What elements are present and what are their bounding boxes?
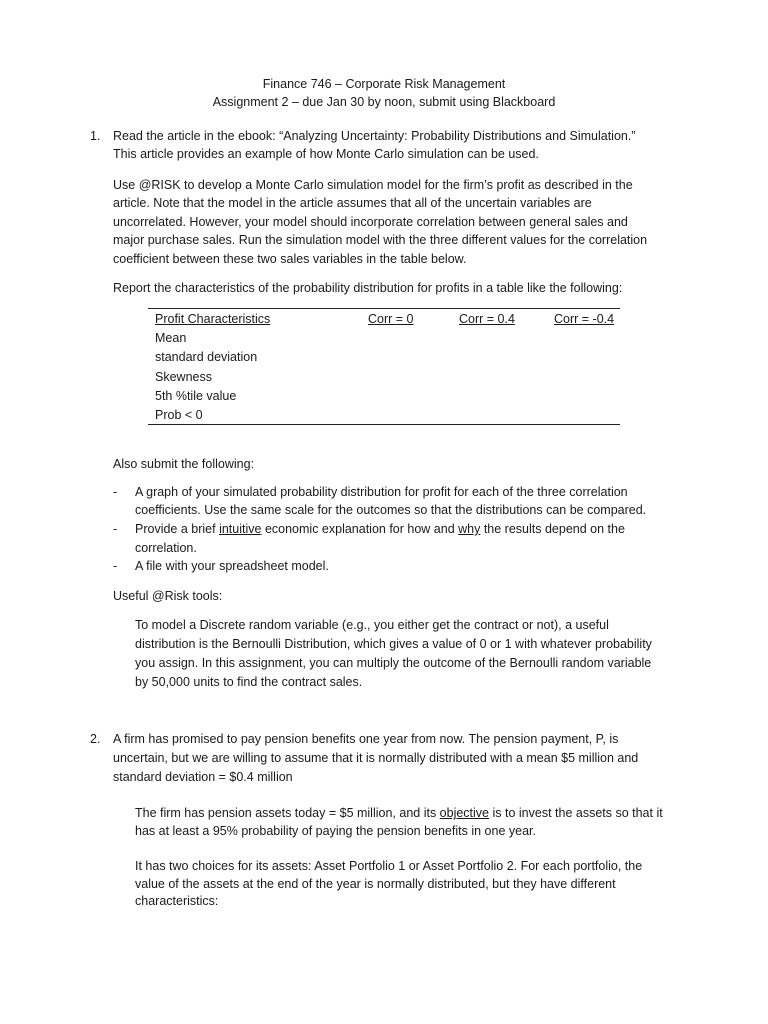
choices-paragraph-line: It has two choices for its assets: Asset Portfolio 1 or Asset Portfolio 2. For each portfolio, the [135,859,643,873]
table-row-label: 5th %tile value [155,389,237,403]
question-2-intro-line: standard deviation = $0.4 million [113,770,293,784]
question-1-paragraph-line: major purchase sales. Run the simulation model with the three different values for the correlation [113,233,648,247]
bullet-2-text: Provide a brief [135,522,220,536]
table-row-label: Mean [155,331,187,345]
report-instruction: Report the characteristics of the probability distribution for profits in a table like the following: [113,281,623,295]
table-row-label: Skewness [155,370,212,384]
question-2-intro-line: uncertain, but we are willing to assume that it is normally distributed with a mean $5 million and [113,751,639,765]
question-1-paragraph-line: article. Note that the model in the article assumes that all of the uncertain variables are [113,196,592,210]
table-row-label: Prob < 0 [155,408,203,422]
assets-text: is to invest the assets so that it [489,806,663,820]
table-bottom-rule [148,424,620,425]
bullet-1-line: coefficients. Use the same scale for the outcomes so that the distributions can be compared. [135,503,647,517]
tools-paragraph-line: To model a Discrete random variable (e.g., you either get the contract or not), a useful [135,618,609,632]
assets-paragraph-line [135,804,663,822]
bullet-marker: - [113,559,118,573]
question-1-intro-line: Read the article in the ebook: “Analyzing Uncertainty: Probability Distributions and Simulation.” [113,129,636,143]
choices-paragraph-line: characteristics: [135,894,219,908]
table-row-label: standard deviation [155,350,258,364]
objective-underlined: objective [439,806,490,820]
document-title: Finance 746 – Corporate Risk Management [262,77,506,91]
question-1-number: 1. [90,129,101,143]
useful-tools-heading: Useful @Risk tools: [113,589,223,603]
question-2-intro-line: A firm has promised to pay pension benefits one year from now. The pension payment, P, is [113,732,619,746]
why-underlined: why [458,522,481,536]
bullet-2-text: economic explanation for how and [261,522,459,536]
table-header-profit-characteristics: Profit Characteristics [155,312,271,326]
intuitive-underlined: intuitive [219,522,262,536]
table-header-corr-0-4: Corr = 0.4 [459,312,515,326]
bullet-1-line: A graph of your simulated probability distribution for profit for each of the three correlation [135,485,628,499]
tools-paragraph-line: by 50,000 units to find the contract sales. [135,675,363,689]
choices-paragraph-line: value of the assets at the end of the year is normally distributed, but they have different [135,877,616,891]
tools-paragraph-line: you assign. In this assignment, you can multiply the outcome of the Bernoulli random variable [135,656,652,670]
table-header-corr-0: Corr = 0 [368,312,414,326]
document-subtitle: Assignment 2 – due Jan 30 by noon, submit using Blackboard [212,95,556,109]
question-1-paragraph-line: Use @RISK to develop a Monte Carlo simulation model for the firm’s profit as described in the [113,178,633,192]
question-1-paragraph-line: uncorrelated. However, your model should incorporate correlation between general sales and [113,215,628,229]
question-1-intro-line: This article provides an example of how Monte Carlo simulation can be used. [113,147,539,161]
table-top-rule [148,308,620,309]
also-submit-heading: Also submit the following: [113,457,255,471]
question-2-number: 2. [90,732,101,746]
bullet-marker: - [113,485,118,499]
question-1-paragraph-line: coefficient between these two sales variables in the table below. [113,252,467,266]
bullet-marker: - [113,522,118,536]
tools-paragraph-line: distribution is the Bernoulli Distribution, which gives a value of 0 or 1 with whatever probability [135,637,652,651]
assets-text: The firm has pension assets today = $5 million, and its [135,806,440,820]
bullet-2-text: the results depend on the [480,522,625,536]
table-header-corr-neg-0-4: Corr = -0.4 [554,312,615,326]
bullet-2-line: correlation. [135,541,197,555]
bullet-2-line [135,520,625,538]
bullet-3-line: A file with your spreadsheet model. [135,559,329,573]
assets-paragraph-line: has at least a 95% probability of paying the pension benefits in one year. [135,824,536,838]
